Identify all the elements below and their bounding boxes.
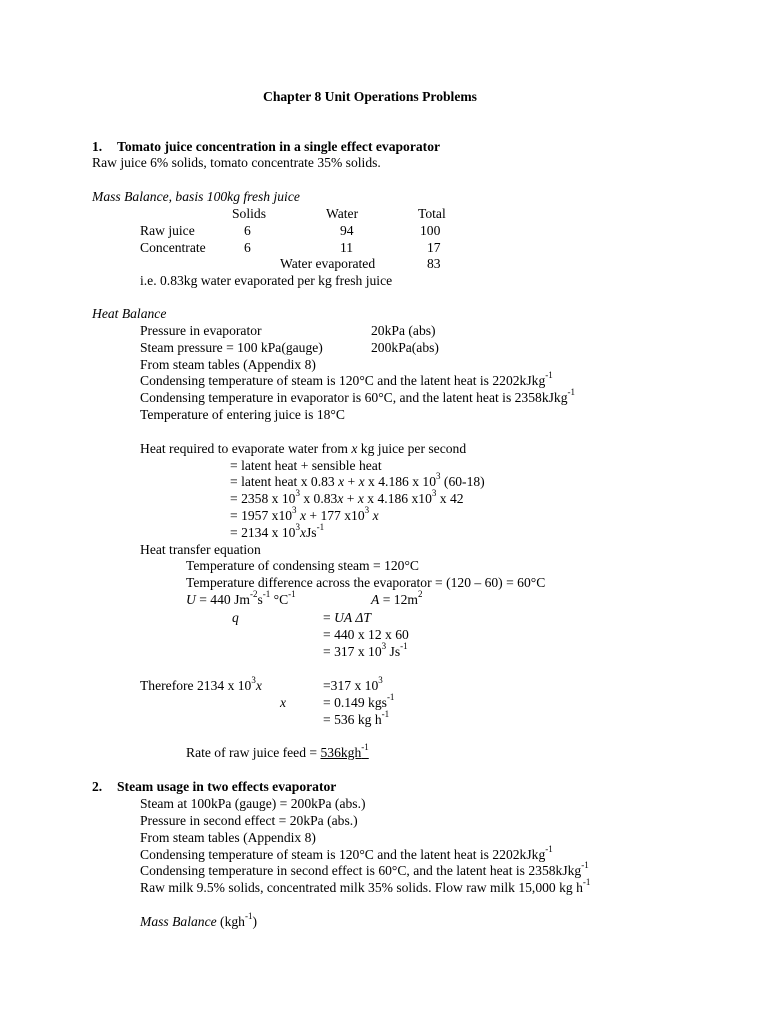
rate-line: Rate of raw juice feed = 536kgh$^{-1}$ <box>186 742 369 760</box>
problem-2-heading: Steam usage in two effects evaporator <box>117 779 337 794</box>
p2-line-4: Condensing temperature of steam is 120°C and the latent heat is 2202kJkg$^{-1}$ <box>140 844 553 862</box>
row-label-water-evaporated: Water evaporated <box>280 256 376 271</box>
p2-line-6: Raw milk 9.5% solids, concentrated milk 35% solids. Flow raw milk 15,000 kg $h^{-1}$ <box>140 877 591 895</box>
heat-balance-heading: Heat Balance <box>92 306 167 321</box>
pressure-evap-value: 20kPa (abs) <box>371 323 436 338</box>
equation-line-4: = 1957 $x10^3$ x + 177 $x10^3$ x <box>230 505 379 523</box>
ie-line: i.e. 0.83kg water evaporated per kg fresh juice <box>140 273 393 288</box>
column-header-solids: Solids <box>232 206 266 221</box>
p2-line-5: Condensing temperature in second effect is 60°C, and the latent heat is 2358kJkg$^{-1}$ <box>140 860 589 878</box>
temp-condensing-line: Temperature of condensing steam = 120°C <box>186 558 419 573</box>
equation-line-2: = latent heat x 0.83 x + x x 4.186 x $10^3$ (60-18) <box>230 471 485 489</box>
cell-raw-total: 100 <box>420 223 441 238</box>
cell-conc-total: 17 <box>427 240 441 255</box>
row-label-concentrate: Concentrate <box>140 240 206 255</box>
cell-conc-solids: 6 <box>244 240 251 255</box>
therefore-rhs: =317 x $10^3$ <box>323 675 383 693</box>
mass-balance-heading: Mass Balance, basis 100kg fresh juice <box>92 189 300 204</box>
q-equation-3: = 317 x $10^3$ $Js^{-1}$ <box>323 641 408 659</box>
q-label: q <box>232 610 239 625</box>
entering-temp-line: Temperature of entering juice is 18°C <box>140 407 345 422</box>
problem-1-heading: Tomato juice concentration in a single effect evaporator <box>117 139 441 154</box>
equation-line-5: = 2134 x $10^3xJs^{-1}$ <box>230 522 325 540</box>
pressure-evap-label: Pressure in evaporator <box>140 323 262 338</box>
problem-1-intro: Raw juice 6% solids, tomato concentrate 35% solids. <box>92 155 381 170</box>
x-value-line-2: = 536 kg $h^{-1}$ <box>323 709 390 727</box>
p2-line-3: From steam tables (Appendix 8) <box>140 830 316 845</box>
row-label-raw-juice: Raw juice <box>140 223 195 238</box>
x-value-line: = 0.149 kgs$^{-1}$ <box>323 692 395 710</box>
cell-evap-total: 83 <box>427 256 441 271</box>
column-header-water: Water <box>326 206 359 221</box>
problem-1-number: 1. <box>92 139 103 154</box>
heat-transfer-heading: Heat transfer equation <box>140 542 261 557</box>
equation-line-3: = 2358 x $10^3$ x 0.83x + x x 4.186 $x10^3$ x 42 <box>230 488 464 506</box>
p2-mass-balance-heading: Mass Balance (kgh$^{-1}$) <box>140 911 257 929</box>
steam-tables-line: From steam tables (Appendix 8) <box>140 357 316 372</box>
cell-conc-water: 11 <box>340 240 354 255</box>
area-value-line: $A = 12m^2$ <box>371 589 423 607</box>
temp-difference-line: Temperature difference across the evaporator = (120 – 60) = 60°C <box>186 575 546 590</box>
steam-pressure-label: Steam pressure = 100 kPa(gauge) <box>140 340 323 355</box>
p2-line-2: Pressure in second effect = 20kPa (abs.) <box>140 813 358 828</box>
column-header-total: Total <box>418 206 446 221</box>
p2-line-1: Steam at 100kPa (gauge) = 200kPa (abs.) <box>140 796 366 811</box>
cell-raw-water: 94 <box>340 223 354 238</box>
x-label: x <box>280 695 287 710</box>
problem-2-number: 2. <box>92 779 103 794</box>
therefore-line: Therefore 2134 x $10^3x$ <box>140 675 262 693</box>
cond-evap-line: Condensing temperature in evaporator is 60°C, and the latent heat is 2358kJkg$^{-1}$ <box>140 387 575 405</box>
cell-raw-solids: 6 <box>244 223 251 238</box>
page-title: Chapter 8 Unit Operations Problems <box>263 89 477 104</box>
q-equation-2: = 440 x 12 x 60 <box>323 627 409 642</box>
equation-line-1: = latent heat + sensible heat <box>230 458 382 473</box>
heat-required-line: Heat required to evaporate water from x kg juice per second <box>140 441 467 456</box>
u-value-line: U = 440 $Jm^{-2}s^{-1}$ $^\circ C^{-1}$ <box>186 589 296 607</box>
steam-pressure-value: 200kPa(abs) <box>371 340 439 355</box>
cond-steam-line: Condensing temperature of steam is 120°C and the latent heat is 2202kJkg$^{-1}$ <box>140 370 553 388</box>
q-equation-1: = UA ΔT <box>323 610 371 625</box>
